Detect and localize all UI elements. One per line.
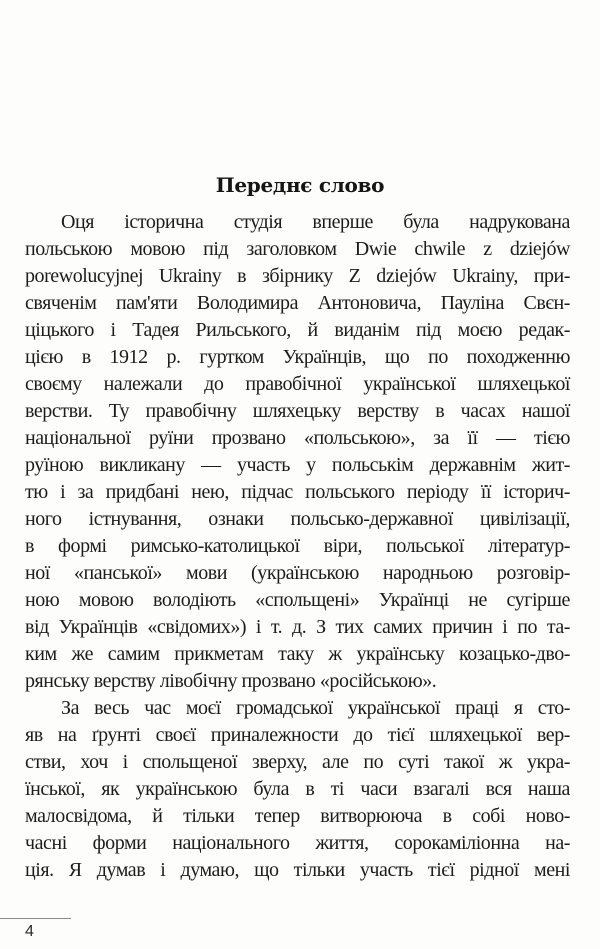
text-line: руїною викликану — участь у польськім державнім жит- xyxy=(25,454,570,476)
text-line: Оця історична студія вперше була надрукована xyxy=(61,211,570,233)
text-line: свяченім пам'яти Володимира Антоновича, Пауліна Свєн- xyxy=(25,292,570,314)
body-text xyxy=(25,209,570,884)
text-line: стви, хоч і спольщеної зверху, але по суті такої ж укра- xyxy=(25,751,570,773)
chapter-title: Переднє слово xyxy=(215,173,385,197)
text-line: національної руїни прозвано «польською», за її — тією xyxy=(25,427,570,449)
text-line: porewolucyjnej Ukrainy в збірнику Z dziejów Ukrainy, при- xyxy=(25,265,570,287)
text-line: ким же самим прикметам таку ж українську козацько-дво- xyxy=(25,643,570,665)
paragraph-1 xyxy=(25,209,570,695)
text-line: ної «панської» мови (українською народньою розговір- xyxy=(25,562,570,584)
text-line: рянську верству лівобічну прозвано «російською». xyxy=(25,670,437,692)
text-line: ною мовою володіють «спольщені» Українці не сугірше xyxy=(25,589,570,611)
text-line: тю і за придбані нею, підчас польського періоду її історич- xyxy=(25,481,570,503)
paragraph-2 xyxy=(25,695,570,884)
text-line: польською мовою під заголовком Dwie chwile z dziejów xyxy=(25,238,570,260)
text-line: малосвідома, й тільки тепер витворююча в собі ново- xyxy=(25,805,570,827)
text-line: часні форми національного життя, сорокаміліонна на- xyxy=(25,832,570,854)
text-line: їнської, як українською була в ті часи взагалі вся наша xyxy=(25,778,570,800)
text-line: від Українців «свідомих») і т. д. З тих самих причин і по та- xyxy=(25,616,570,638)
text-line: цією в 1912 р. гуртком Українців, що по походженню xyxy=(25,346,570,368)
footer-divider xyxy=(0,918,71,919)
text-line: яв на ґрунті своєї приналежности до тієї шляхецької вер- xyxy=(25,724,570,746)
text-line: ціцького і Тадея Рильського, й виданім під моєю редак- xyxy=(25,319,570,341)
text-line: своєму належали до правобічної української шляхецької xyxy=(25,373,570,395)
text-line: ція. Я думав і думаю, що тільки участь тієї рідної мені xyxy=(25,859,570,881)
text-line: За весь час моєї громадської української праці я сто- xyxy=(61,697,570,719)
page-number: 4 xyxy=(25,923,34,940)
text-line: ного істнування, ознаки польсько-державної цивілізації, xyxy=(25,508,570,530)
text-line: в формі римсько-католицької віри, польської літератур- xyxy=(25,535,570,557)
text-line: верстви. Ту правобічну шляхецьку верству в часах нашої xyxy=(25,400,570,422)
